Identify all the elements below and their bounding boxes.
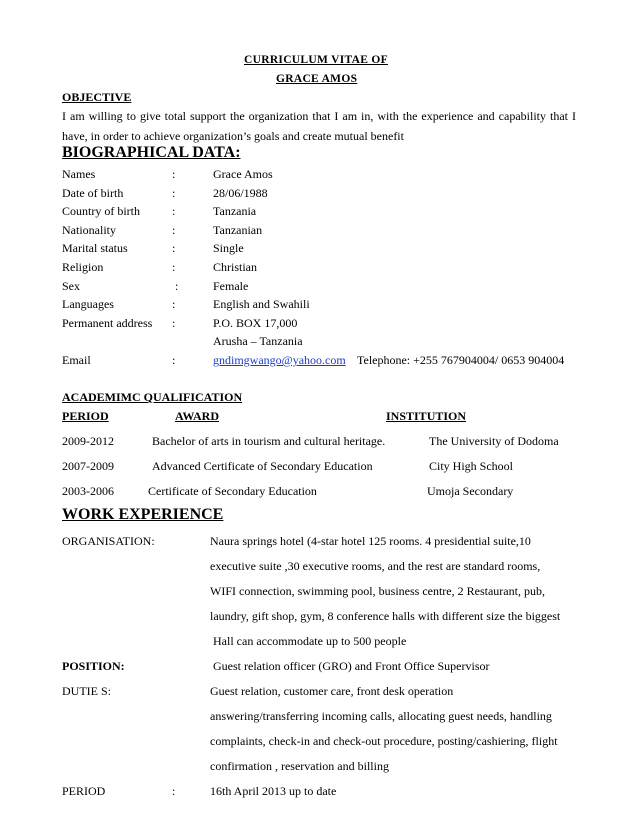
bio-label: Date of birth bbox=[62, 186, 124, 200]
bio-label-email: Email bbox=[62, 353, 91, 367]
bio-value: English and Swahili bbox=[213, 297, 310, 311]
work-period-value: 16th April 2013 up to date bbox=[210, 784, 337, 798]
academic-col-institution: INSTITUTION bbox=[386, 409, 467, 423]
bio-colon: : bbox=[175, 279, 179, 293]
bio-value: 28/06/1988 bbox=[213, 186, 268, 200]
academic-institution: Umoja Secondary bbox=[427, 484, 514, 498]
academic-period: 2003-2006 bbox=[62, 484, 114, 498]
bio-label: Marital status bbox=[62, 241, 128, 255]
academic-institution: The University of Dodoma bbox=[429, 434, 559, 448]
work-org-line: laundry, gift shop, gym, 8 conference halls with different size the biggest bbox=[210, 609, 561, 623]
objective-text: I am willing to give total support the organization that I am in, with the experience and capability that I have, in order to achieve organization’s goals and create mutual benefit bbox=[62, 109, 576, 143]
bio-label: Sex bbox=[62, 279, 80, 293]
bio-colon: : bbox=[172, 316, 176, 330]
bio-value: Grace Amos bbox=[213, 167, 273, 181]
cv-title-line2: GRACE AMOS bbox=[276, 73, 358, 85]
bio-colon: : bbox=[172, 204, 176, 218]
objective-heading: OBJECTIVE bbox=[62, 90, 132, 104]
bio-value: Female bbox=[213, 279, 249, 293]
telephone-text: Telephone: +255 767904004/ 0653 904004 bbox=[357, 353, 565, 367]
bio-heading: BIOGRAPHICAL DATA: bbox=[62, 144, 241, 161]
bio-colon: : bbox=[172, 241, 176, 255]
work-heading: WORK EXPERIENCE bbox=[62, 506, 224, 523]
academic-award: Bachelor of arts in tourism and cultural heritage. bbox=[152, 434, 386, 448]
work-duties-line: Guest relation, customer care, front desk operation bbox=[210, 684, 454, 698]
bio-colon: : bbox=[172, 297, 176, 311]
bio-colon: : bbox=[172, 223, 176, 237]
work-org-line: WIFI connection, swimming pool, business centre, 2 Restaurant, pub, bbox=[210, 584, 545, 598]
bio-value: P.O. BOX 17,000 bbox=[213, 316, 298, 330]
academic-col-award: AWARD bbox=[175, 409, 220, 423]
bio-label: Nationality bbox=[62, 223, 116, 237]
bio-label: Names bbox=[62, 167, 96, 181]
academic-col-period: PERIOD bbox=[62, 409, 109, 423]
bio-colon: : bbox=[172, 167, 176, 181]
work-duties-line: complaints, check-in and check-out procedure, posting/cashiering, flight bbox=[210, 734, 558, 748]
bio-label: Religion bbox=[62, 260, 104, 274]
cv-title-line1: CURRICULUM VITAE OF bbox=[244, 54, 388, 66]
bio-label: Country of birth bbox=[62, 204, 140, 218]
bio-colon: : bbox=[172, 353, 176, 367]
academic-period: 2009-2012 bbox=[62, 434, 114, 448]
academic-award: Advanced Certificate of Secondary Education bbox=[152, 459, 373, 473]
work-position-value: Guest relation officer (GRO) and Front Office Supervisor bbox=[213, 659, 490, 673]
academic-award: Certificate of Secondary Education bbox=[148, 484, 317, 498]
work-duties-line: confirmation , reservation and billing bbox=[210, 759, 389, 773]
academic-institution: City High School bbox=[429, 459, 514, 473]
work-org-label: ORGANISATION: bbox=[62, 534, 155, 548]
bio-colon: : bbox=[172, 260, 176, 274]
work-org-line: Hall can accommodate up to 500 people bbox=[213, 634, 407, 648]
work-duties-line: answering/transferring incoming calls, allocating guest needs, handling bbox=[210, 709, 552, 723]
bio-label: Permanent address bbox=[62, 316, 153, 330]
work-org-line: executive suite ,30 executive rooms, and the rest are standard rooms, bbox=[210, 559, 541, 573]
bio-value: Tanzania bbox=[213, 204, 257, 218]
bio-address-line2: Arusha – Tanzania bbox=[213, 334, 303, 348]
email-link[interactable]: gndimgwango@yahoo.com bbox=[213, 353, 346, 367]
work-period-colon: : bbox=[172, 784, 176, 798]
bio-colon: : bbox=[172, 186, 176, 200]
work-position-label: POSITION: bbox=[62, 659, 125, 673]
work-period-label: PERIOD bbox=[62, 784, 106, 798]
work-org-line: Naura springs hotel (4-star hotel 125 rooms. 4 presidential suite,10 bbox=[210, 534, 531, 548]
bio-value: Christian bbox=[213, 260, 257, 274]
bio-label: Languages bbox=[62, 297, 114, 311]
academic-heading: ACADEMIMC QUALIFICATION bbox=[62, 390, 243, 404]
academic-period: 2007-2009 bbox=[62, 459, 114, 473]
work-duties-label: DUTIE S: bbox=[62, 684, 111, 698]
bio-value: Tanzanian bbox=[213, 223, 263, 237]
bio-value: Single bbox=[213, 241, 244, 255]
